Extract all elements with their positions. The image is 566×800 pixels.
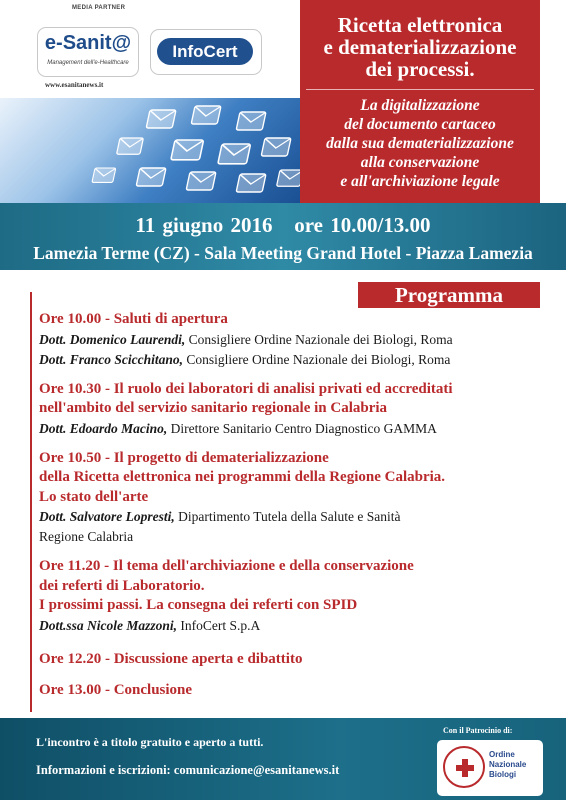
session-title: della Ricetta elettronica nei programmi della Regione Calabria. <box>39 469 446 485</box>
envelope-icon <box>146 110 176 128</box>
event-title <box>300 14 540 80</box>
event-subtitle <box>300 96 540 191</box>
subtitle-line: e all'archiviazione legale <box>340 173 500 190</box>
speaker-name: Dott.ssa Nicole Mazzoni, <box>39 617 178 633</box>
envelope-icons <box>0 98 300 203</box>
email-hero-image <box>0 98 300 203</box>
onb-line: Biologi <box>489 770 517 779</box>
speaker-line <box>39 616 549 636</box>
speaker-name: Dott. Franco Scicchitano, <box>39 351 184 367</box>
speaker-name: Dott. Salvatore Lopresti, <box>39 509 175 524</box>
session-title: nell'ambito del servizio sanitario regionale in Calabria <box>39 400 388 416</box>
onb-line: Nazionale <box>489 760 527 769</box>
speaker-line <box>39 507 549 527</box>
speaker-role: Consigliere Ordine Nazionale dei Biologi, Roma <box>183 351 451 367</box>
session-5 <box>39 650 549 670</box>
session-title: I prossimi passi. La consegna dei referti con SPID <box>39 597 358 613</box>
subtitle-line: La digitalizzazione <box>360 97 480 114</box>
envelope-icon <box>261 138 291 156</box>
infocert-logo <box>150 29 262 75</box>
session-1 <box>39 310 549 370</box>
esanita-url: www.esanitanews.it <box>45 81 104 89</box>
envelope-icon <box>92 168 116 182</box>
esanita-tagline: Management dell'e-Healthcare <box>47 60 129 66</box>
envelope-icon <box>171 140 204 160</box>
onb-line: Ordine <box>489 750 515 759</box>
speaker-affiliation: Regione Calabria <box>39 529 134 544</box>
onb-logo <box>437 740 543 796</box>
envelope-icon <box>236 174 266 192</box>
session-title: Ore 10.30 - Il ruolo dei laboratori di analisi privati ed accreditati <box>39 380 453 397</box>
session-6 <box>39 681 549 701</box>
session-title: Ore 10.50 - Il progetto di dematerializzazione <box>39 449 329 466</box>
session-4 <box>39 557 549 636</box>
esanita-wordmark: e-Sanit@ <box>44 32 132 54</box>
speaker-role: Consigliere Ordine Nazionale dei Biologi, Roma <box>185 331 453 347</box>
speaker-name: Dott. Edoardo Macino, <box>39 420 168 436</box>
speaker-line <box>39 419 549 439</box>
session-title: Ore 11.20 - Il tema dell'archiviazione e della conservazione <box>39 558 414 574</box>
onb-wordmark <box>489 750 526 780</box>
speaker-role: Direttore Sanitario Centro Diagnostico GAMMA <box>167 420 437 436</box>
speaker-name: Dott. Domenico Laurendi, <box>39 331 186 347</box>
programma-heading: Programma <box>358 282 540 308</box>
right-strip <box>540 0 566 203</box>
date-band <box>0 203 566 270</box>
subtitle-line: del documento cartaceo <box>344 116 496 133</box>
speaker-role: InfoCert S.p.A <box>177 617 261 633</box>
medical-cross-icon <box>456 759 474 777</box>
top-left-area <box>0 0 300 98</box>
title-line: dei processi. <box>365 57 475 81</box>
session-title: Ore 13.00 - Conclusione <box>39 682 193 698</box>
footer-band <box>0 718 566 800</box>
program-left-rule <box>30 292 32 712</box>
subtitle-line: dalla sua dematerializzazione <box>326 135 514 152</box>
title-line: Ricetta elettronica <box>337 13 503 37</box>
envelope-icon <box>117 138 144 154</box>
envelope-icon <box>191 106 221 124</box>
speaker-role: Dipartimento Tutela della Salute e Sanità <box>174 509 401 524</box>
media-partner-label: MEDIA PARTNER <box>72 5 126 11</box>
session-title: dei referti di Laboratorio. <box>39 577 205 594</box>
session-title: Ore 12.20 - Discussione aperta e dibattito <box>39 650 303 667</box>
envelope-icon <box>236 112 266 130</box>
patronage-label: Con il Patrocinio di: <box>443 726 513 735</box>
subtitle-line: alla conservazione <box>360 154 480 171</box>
envelope-icon <box>218 144 251 164</box>
infocert-wordmark: InfoCert <box>157 38 253 65</box>
contact-info: Informazioni e iscrizioni: comunicazione@esanitanews.it <box>36 763 340 777</box>
event-venue: Lamezia Terme (CZ) - Sala Meeting Grand Hotel - Piazza Lamezia <box>33 243 533 263</box>
event-date-time: 11 giugno 2016 ore 10.00/13.00 <box>135 213 431 237</box>
session-2 <box>39 380 549 439</box>
esanita-logo <box>37 27 139 77</box>
session-3 <box>39 449 549 548</box>
speaker-line <box>39 330 549 350</box>
program-list <box>39 310 549 705</box>
envelope-icon <box>277 170 300 186</box>
title-divider <box>306 89 534 90</box>
speaker-line <box>39 350 549 370</box>
envelope-icon <box>136 168 166 186</box>
envelope-icon <box>186 172 216 190</box>
title-line: e dematerializzazione <box>323 35 517 59</box>
free-entry-note: L'incontro è a titolo gratuito e aperto a tutti. <box>36 735 264 749</box>
session-title: Ore 10.00 - Saluti di apertura <box>39 311 228 327</box>
session-title: Lo stato dell'arte <box>39 488 149 505</box>
